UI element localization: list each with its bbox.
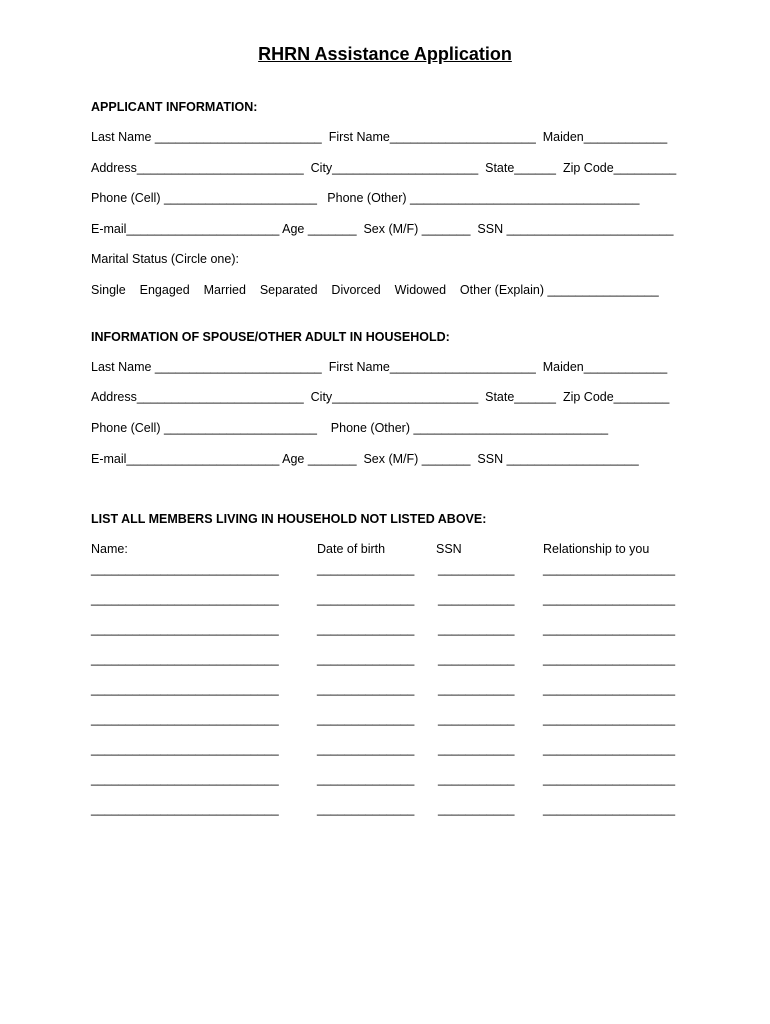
household-row-name-blank[interactable]: ___________________________ [91,652,279,666]
household-row-name-blank[interactable]: ___________________________ [91,682,279,696]
household-row-dob-blank[interactable]: ______________ [317,592,415,606]
household-row-ssn-blank[interactable]: ___________ [438,562,515,576]
page-title: RHRN Assistance Application [258,44,512,64]
household-row-name-blank[interactable]: ___________________________ [91,592,279,606]
spouse-heading: INFORMATION OF SPOUSE/OTHER ADULT IN HOUSEHOLD: [91,330,450,344]
marital-status-label: Marital Status (Circle one): [91,252,239,266]
household-row-ssn-blank[interactable]: ___________ [438,772,515,786]
household-row-name-blank[interactable]: ___________________________ [91,772,279,786]
household-row-relationship-blank[interactable]: ___________________ [543,562,676,576]
household-row-dob-blank[interactable]: ______________ [317,682,415,696]
household-row-ssn-blank[interactable]: ___________ [438,622,515,636]
applicant-email-row[interactable]: E-mail______________________ Age _______ Sex (M/F) _______ SSN ________________________ [91,222,674,236]
spouse-phone-row[interactable]: Phone (Cell) ______________________ Phone (Other) ____________________________ [91,421,609,435]
household-row-ssn-blank[interactable]: ___________ [438,652,515,666]
household-row-name-blank[interactable]: ___________________________ [91,712,279,726]
household-row-relationship-blank[interactable]: ___________________ [543,772,676,786]
household-row-relationship-blank[interactable]: ___________________ [543,592,676,606]
household-row-ssn-blank[interactable]: ___________ [438,802,515,816]
column-header-date-of-birth: Date of birth [317,542,386,556]
applicant-address-row[interactable]: Address________________________ City_____________________ State______ Zip Code_________ [91,161,677,175]
household-row-relationship-blank[interactable]: ___________________ [543,802,676,816]
spouse-email-row[interactable]: E-mail______________________ Age _______ Sex (M/F) _______ SSN ___________________ [91,452,639,466]
household-row-relationship-blank[interactable]: ___________________ [543,622,676,636]
household-row-ssn-blank[interactable]: ___________ [438,742,515,756]
household-row-dob-blank[interactable]: ______________ [317,562,415,576]
household-row-dob-blank[interactable]: ______________ [317,802,415,816]
household-row-relationship-blank[interactable]: ___________________ [543,712,676,726]
household-row-ssn-blank[interactable]: ___________ [438,592,515,606]
household-heading: LIST ALL MEMBERS LIVING IN HOUSEHOLD NOT LISTED ABOVE: [91,512,487,526]
household-row-name-blank[interactable]: ___________________________ [91,802,279,816]
household-row-dob-blank[interactable]: ______________ [317,622,415,636]
household-row-dob-blank[interactable]: ______________ [317,652,415,666]
column-header-name: Name: [91,542,128,556]
household-row-name-blank[interactable]: ___________________________ [91,562,279,576]
household-row-relationship-blank[interactable]: ___________________ [543,682,676,696]
household-row-relationship-blank[interactable]: ___________________ [543,652,676,666]
column-header-ssn: SSN [436,542,462,556]
spouse-address-row[interactable]: Address________________________ City_____________________ State______ Zip Code________ [91,390,670,404]
household-row-relationship-blank[interactable]: ___________________ [543,742,676,756]
applicant-phone-row[interactable]: Phone (Cell) ______________________ Phone (Other) _________________________________ [91,191,640,205]
household-row-ssn-blank[interactable]: ___________ [438,712,515,726]
applicant-heading: APPLICANT INFORMATION: [91,100,258,114]
household-row-dob-blank[interactable]: ______________ [317,742,415,756]
spouse-name-row[interactable]: Last Name ________________________ First Name_____________________ Maiden____________ [91,360,668,374]
household-row-ssn-blank[interactable]: ___________ [438,682,515,696]
household-row-name-blank[interactable]: ___________________________ [91,742,279,756]
marital-status-options[interactable]: Single Engaged Married Separated Divorced Widowed Other (Explain) ________________ [91,283,659,297]
household-row-name-blank[interactable]: ___________________________ [91,622,279,636]
applicant-name-row[interactable]: Last Name ________________________ First Name_____________________ Maiden____________ [91,130,668,144]
household-row-dob-blank[interactable]: ______________ [317,712,415,726]
household-row-dob-blank[interactable]: ______________ [317,772,415,786]
column-header-relationship: Relationship to you [543,542,650,556]
